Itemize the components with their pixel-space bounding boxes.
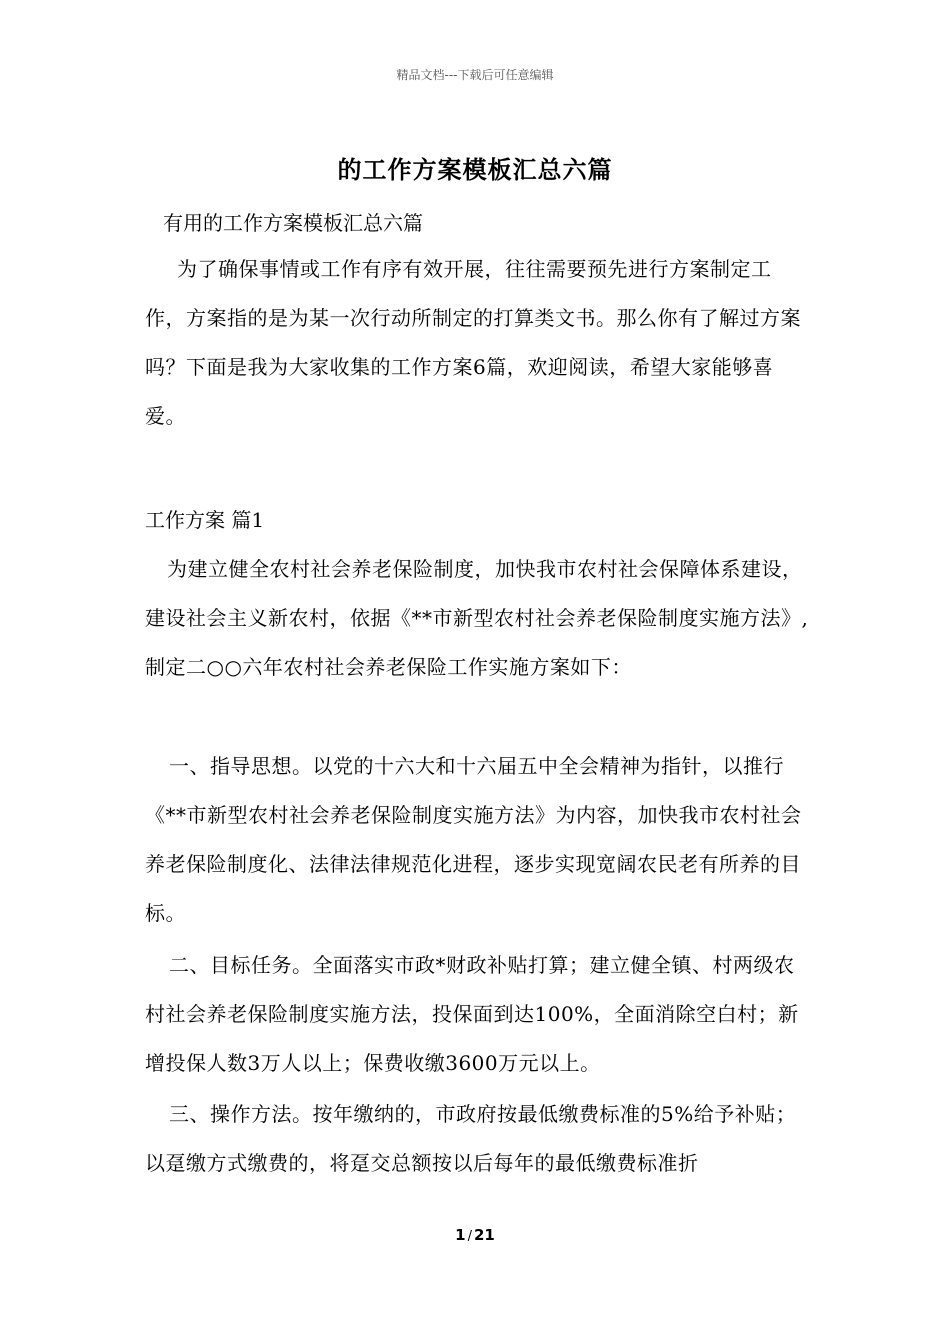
paragraph-3: 二、目标任务。全面落实市政*财政补贴打算；建立健全镇、村两级农村社会养老保险制度实施方法，投保面到达100%，全面消除空白村；新增投保人数3万人以上；保费收缴3600万元以上。 bbox=[145, 953, 799, 1075]
page-separator: / bbox=[467, 1229, 472, 1244]
document-title: 的工作方案模板汇总六篇 bbox=[337, 155, 613, 184]
page-current: 1 bbox=[455, 1226, 466, 1244]
header-note: 精品文档---下载后可任意编辑 bbox=[396, 68, 554, 82]
paragraph-1: 为建立健全农村社会养老保险制度，加快我市农村社会保障体系建设，建设社会主义新农村，依据《**市新型农村社会养老保险制度实施方法》,制定二○○六年农村社会养老保险工作实施方案如下： bbox=[145, 557, 809, 679]
page-number bbox=[0, 1226, 950, 1244]
paragraph-4: 三、操作方法。按年缴纳的，市政府按最低缴费标准的5%给予补贴；以趸缴方式缴费的，将趸交总额按以后每年的最低缴费标准折 bbox=[145, 1102, 797, 1175]
document-subtitle: 有用的工作方案模板汇总六篇 bbox=[163, 211, 423, 235]
page-total: 21 bbox=[473, 1226, 495, 1244]
paragraph-2: 一、指导思想。以党的十六大和十六届五中全会精神为指针，以推行《**市新型农村社会养老保险制度实施方法》为内容，加快我市农村社会养老保险制度化、法律法律规范化进程，逐步实现宽阔农民老有所养的目标。 bbox=[145, 754, 802, 925]
section-heading: 工作方案 篇1 bbox=[145, 508, 265, 532]
intro-paragraph: 为了确保事情或工作有序有效开展，往往需要预先进行方案制定工作，方案指的是为某一次行动所制定的打算类文书。那么你有了解过方案吗？下面是我为大家收集的工作方案6篇，欢迎阅读，希望大家能够喜爱。 bbox=[145, 257, 801, 428]
